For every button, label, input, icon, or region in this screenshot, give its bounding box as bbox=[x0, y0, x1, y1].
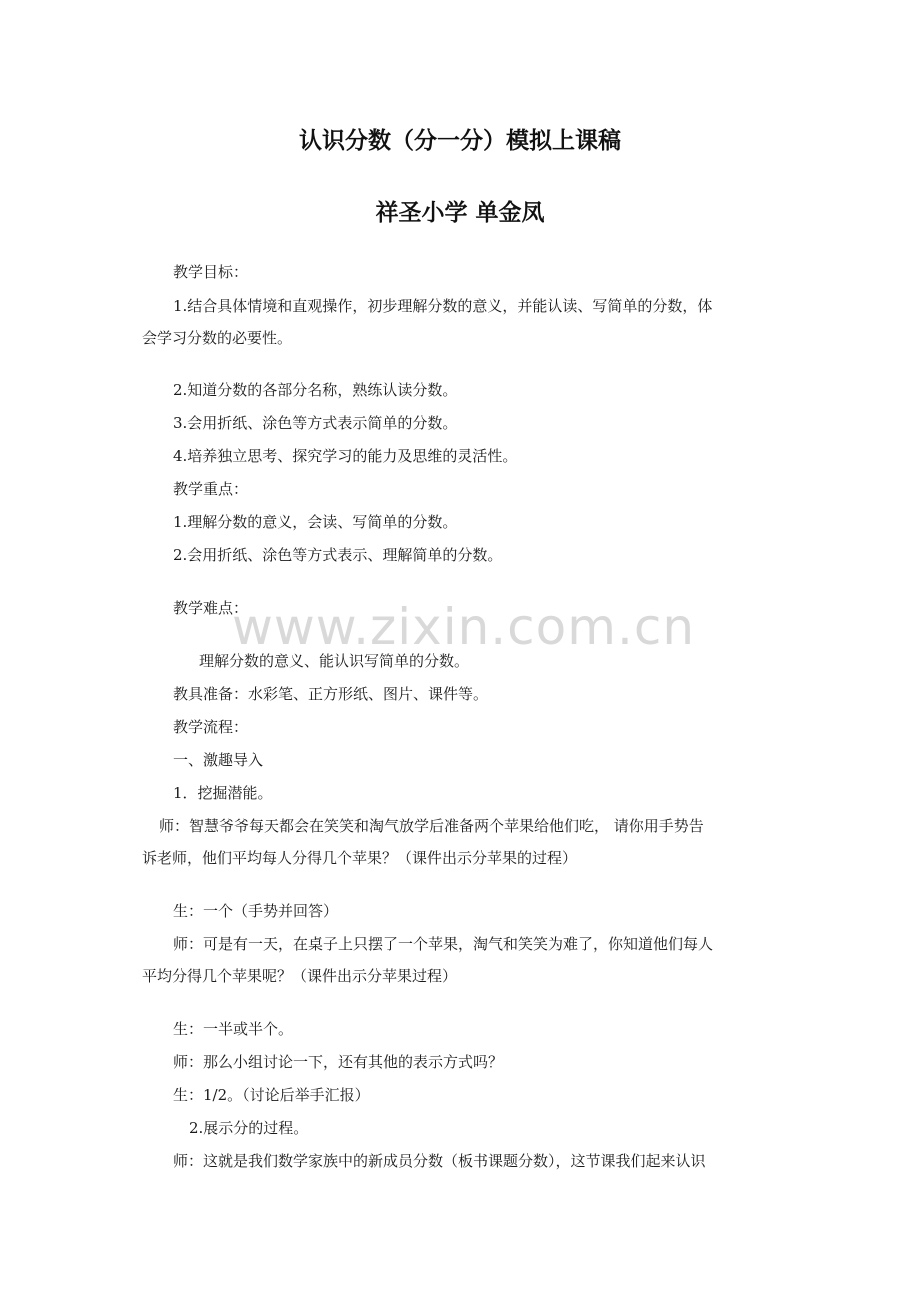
text-line: 1.理解分数的意义，会读、写简单的分数。 bbox=[173, 513, 458, 531]
text-line: 一、激趣导入 bbox=[173, 751, 264, 769]
text-line: 师：那么小组讨论一下，还有其他的表示方式吗？ bbox=[173, 1053, 504, 1071]
document-author: 祥圣小学 单金凤 bbox=[375, 200, 545, 226]
text-line: 教学流程： bbox=[173, 718, 249, 736]
text-line: 教学难点： bbox=[173, 599, 249, 617]
text-line: 2.知道分数的各部分名称，熟练认读分数。 bbox=[173, 381, 458, 399]
text-line: 2.展示分的过程。 bbox=[189, 1119, 309, 1137]
text-line: 会学习分数的必要性。 bbox=[142, 329, 293, 347]
text-line: 平均分得几个苹果呢？（课件出示分苹果过程） bbox=[142, 967, 458, 985]
text-line: 生：1/2。（讨论后举手汇报） bbox=[173, 1086, 370, 1104]
text-line: 理解分数的意义、能认识写简单的分数。 bbox=[199, 652, 470, 670]
text-line: 师：智慧爷爷每天都会在笑笑和淘气放学后准备两个苹果给他们吃， 请你用手势告 bbox=[159, 817, 704, 835]
document-title: 认识分数（分一分）模拟上课稿 bbox=[299, 128, 621, 154]
text-line: 3.会用折纸、涂色等方式表示简单的分数。 bbox=[173, 414, 458, 432]
text-line: 2.会用折纸、涂色等方式表示、理解简单的分数。 bbox=[173, 546, 503, 564]
text-line: 诉老师，他们平均每人分得几个苹果？（课件出示分苹果的过程） bbox=[142, 849, 578, 867]
text-line: 1．挖掘潜能。 bbox=[173, 784, 273, 802]
text-line: 4.培养独立思考、探究学习的能力及思维的灵活性。 bbox=[173, 447, 518, 465]
text-line: 生：一半或半个。 bbox=[173, 1020, 294, 1038]
text-line: 教学目标： bbox=[173, 263, 249, 281]
text-line: 1.结合具体情境和直观操作，初步理解分数的意义，并能认读、写简单的分数，体 bbox=[173, 297, 713, 315]
watermark: www.zixin.com.cn bbox=[232, 598, 696, 656]
text-line: 生：一个（手势并回答） bbox=[173, 902, 339, 920]
text-line: 教学重点： bbox=[173, 480, 249, 498]
text-line: 教具准备：水彩笔、正方形纸、图片、课件等。 bbox=[173, 685, 489, 703]
text-line: 师：可是有一天，在桌子上只摆了一个苹果，淘气和笑笑为难了，你知道他们每人 bbox=[173, 935, 714, 953]
text-line: 师：这就是我们数学家族中的新成员分数（板书课题分数），这节课我们起来认识 bbox=[173, 1152, 706, 1170]
